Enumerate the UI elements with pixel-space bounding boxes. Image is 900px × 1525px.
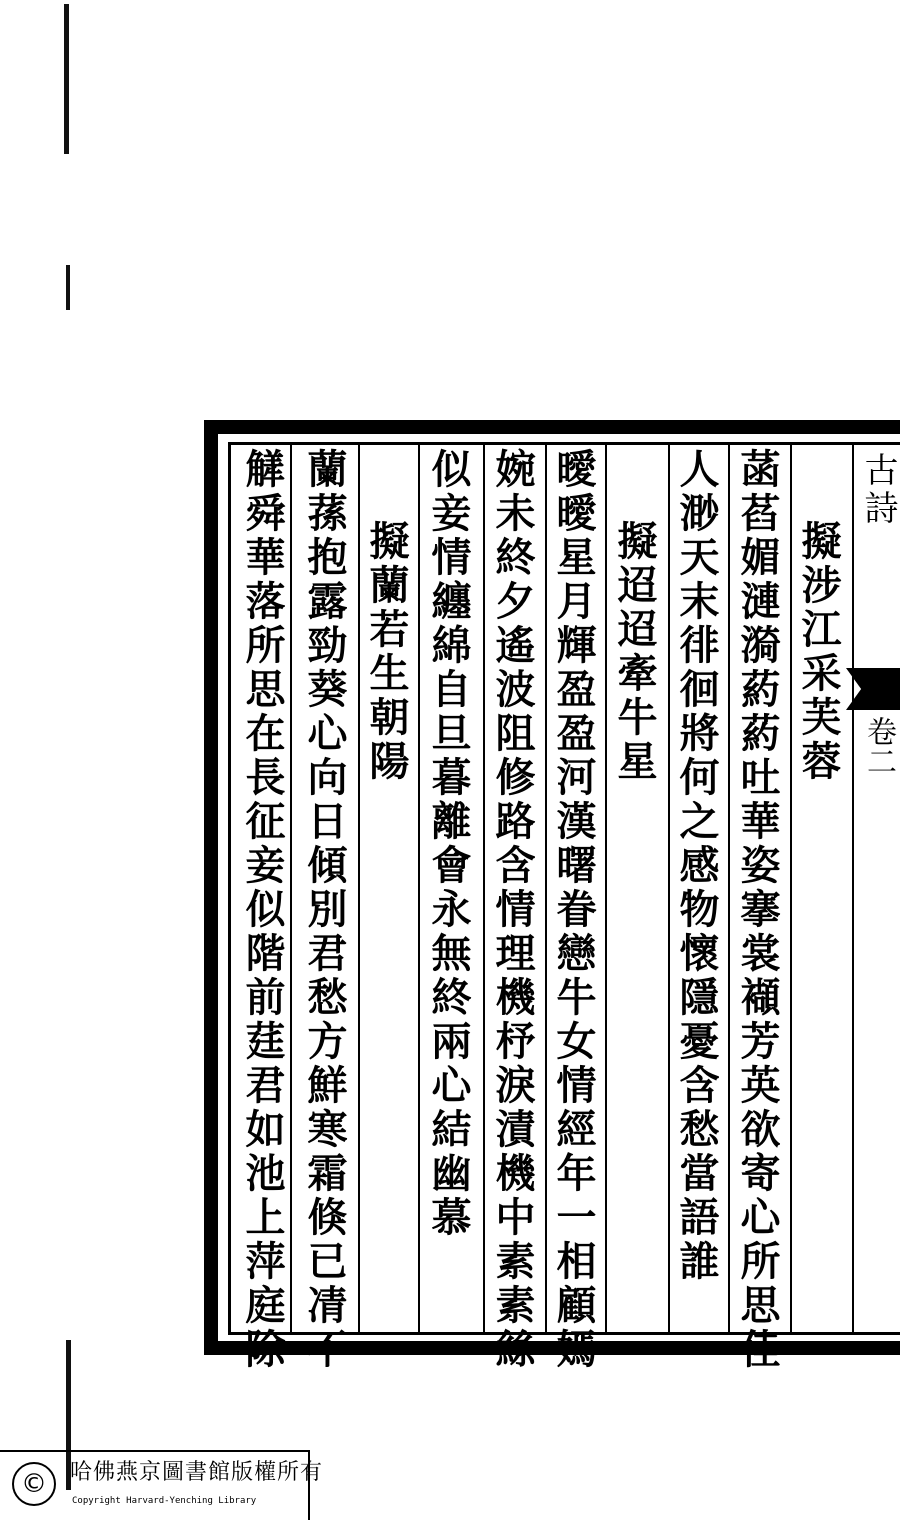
column-rule	[483, 445, 485, 1332]
column-rule	[358, 445, 360, 1332]
banner-column	[852, 445, 900, 1332]
copyright-english: Copyright Harvard-Yenching Library	[72, 1496, 257, 1506]
column-rule	[605, 445, 607, 1332]
text-column-5: 曖曖星月輝盈盈河漢曙眷戀牛女情經年一相顧嫣	[550, 448, 597, 1372]
text-column-10: 觲舜華落所思在長征妾似階前莛君如池上萍庭除	[239, 448, 286, 1372]
binding-edge-top	[64, 4, 69, 154]
column-rule	[545, 445, 547, 1332]
poem-title-3: 擬蘭若生朝陽	[363, 520, 410, 784]
column-rule	[668, 445, 670, 1332]
poem-title-2: 擬迢迢牽牛星	[611, 520, 658, 784]
binding-edge-middle	[66, 265, 70, 310]
column-rule	[290, 445, 292, 1332]
text-column-3: 人渺天末徘徊將何之感物懷隱憂含愁當語誰	[673, 448, 720, 1284]
text-column-6: 婉未終夕遙波阻修路含情理機杼淚漬機中素素絲	[489, 448, 536, 1372]
poem-title-1: 擬涉江采芙蓉	[795, 520, 842, 784]
column-rule	[790, 445, 792, 1332]
banner-title: 古詩	[858, 452, 898, 528]
copyright-chinese: 哈佛燕京圖書館版權所有	[70, 1460, 324, 1485]
text-column-2: 菡萏媚漣漪葯葯吐華姿搴裳襭芳英欲寄心所思佳	[734, 448, 781, 1372]
column-rule	[728, 445, 730, 1332]
text-column-9: 蘭蓀抱露勁葵心向日傾別君愁方鮮寒霜倏已凊不	[301, 448, 348, 1372]
copyright-icon: ©	[12, 1462, 56, 1506]
column-rule	[418, 445, 420, 1332]
banner-volume: 卷二	[861, 716, 896, 776]
text-column-7: 似妾情纏綿自旦暮離會永無終兩心結幽慕	[425, 448, 472, 1240]
